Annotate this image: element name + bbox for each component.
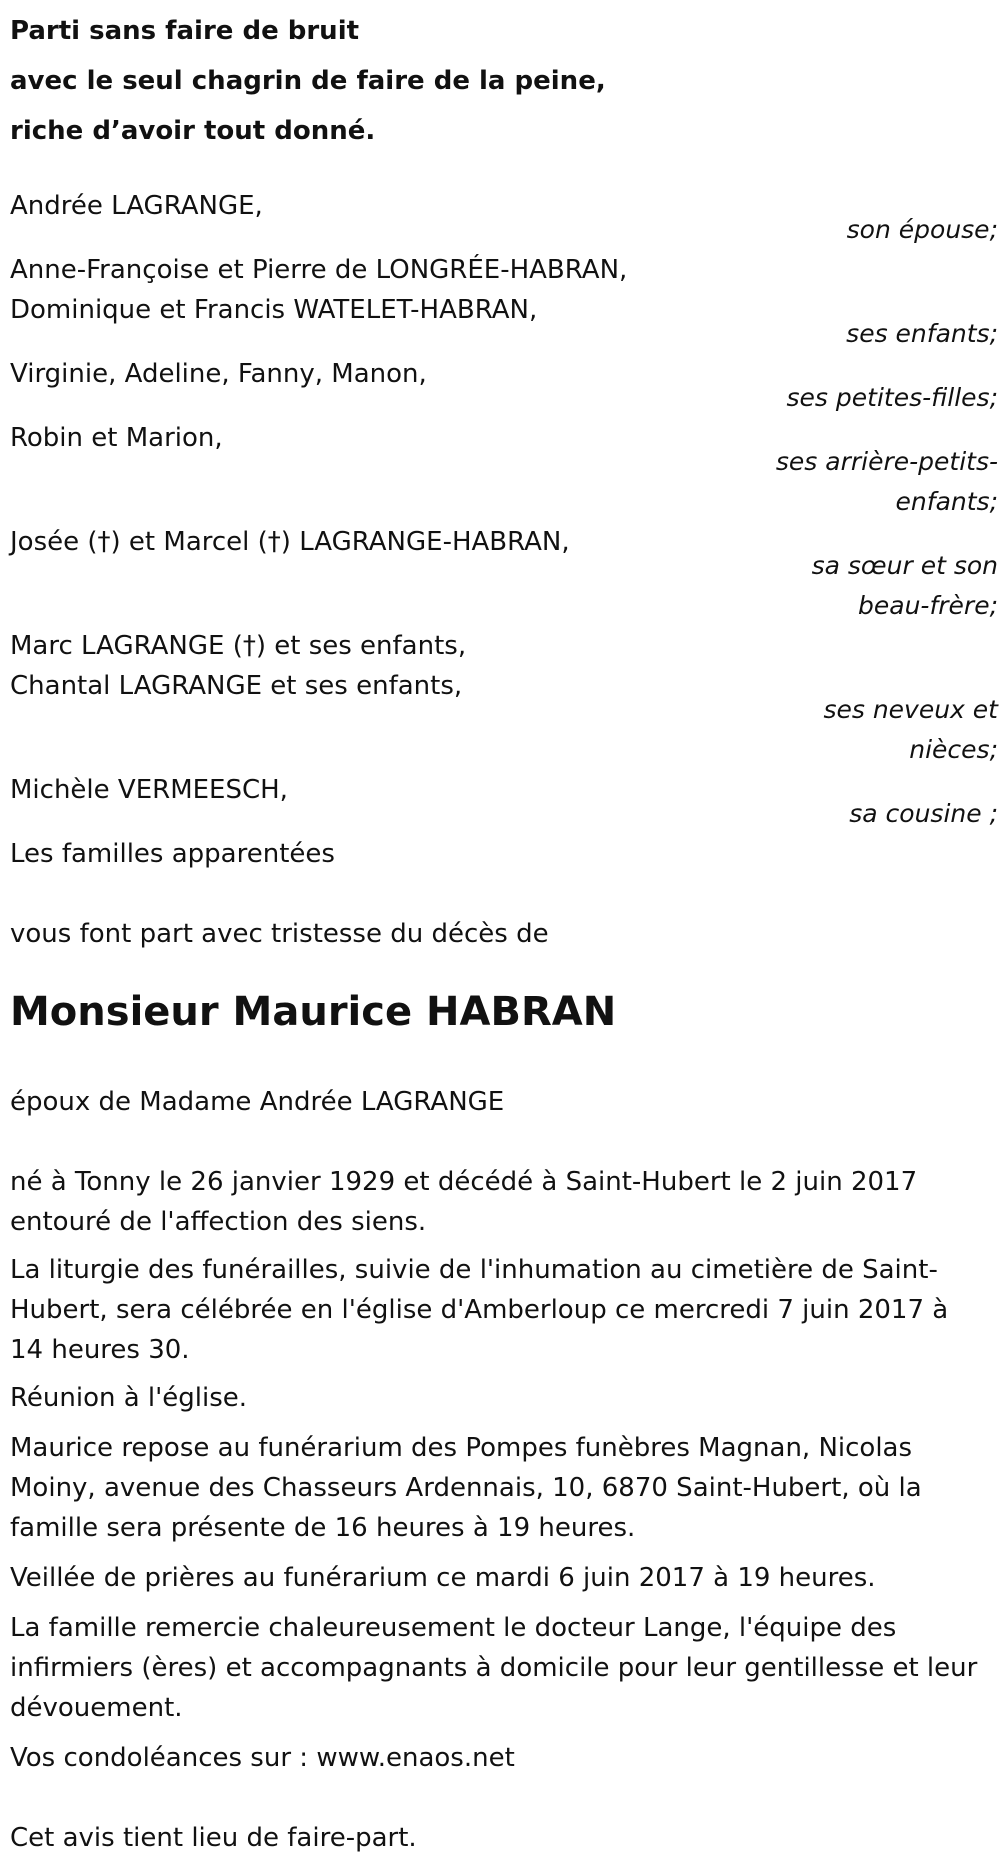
family-relation-spouse: son épouse; [846,215,998,244]
family-relation-greatgrandchildren: enfants; [895,487,998,516]
family-relation-sister: beau-frère; [858,591,998,620]
family-name-cousin: Michèle VERMEESCH, [10,775,288,805]
meeting-paragraph: Réunion à l'église. [10,1383,248,1413]
family-name-granddaughters: Virginie, Adeline, Fanny, Manon, [10,359,427,389]
notice-paragraph: Cet avis tient lieu de faire-part. [10,1823,417,1853]
family-name-sister: Josée (†) et Marcel (†) LAGRANGE-HABRAN, [10,527,570,557]
family-others: Les familles apparentées [10,839,335,869]
opening-poem [10,6,710,156]
family-relation-greatgrandchildren: ses arrière-petits- [775,447,998,476]
family-name-nephew: Marc LAGRANGE (†) et ses enfants, [10,631,467,661]
birth-death-paragraph: né à Tonny le 26 janvier 1929 et décédé à Saint-Hubert le 2 juin 2017 entouré de l'affection des siens. [10,1167,918,1237]
announcement-text: vous font part avec tristesse du décès de [10,919,549,949]
spouse-of-text: époux de Madame Andrée LAGRANGE [10,1087,505,1117]
repose-paragraph: Maurice repose au funérarium des Pompes funèbres Magnan, Nicolas Moiny, avenue des Chasseurs Ardennais, 10, 6870 Saint-Hubert, où la famille sera présente de 16 heures à 19 heures. [10,1433,922,1543]
family-name-child: Anne-Françoise et Pierre de LONGRÉE-HABRAN, [10,255,628,285]
thanks-paragraph: La famille remercie chaleureusement le docteur Lange, l'équipe des infirmiers (ères) et accompagnants à domicile pour leur gentillesse et leur dévouement. [10,1613,978,1723]
family-relation-cousin: sa cousine ; [849,799,998,828]
condolences-paragraph: Vos condoléances sur : www.enaos.net [10,1743,515,1773]
obituary-notice [10,0,1000,1866]
family-name-child: Dominique et Francis WATELET-HABRAN, [10,295,538,325]
family-relation-granddaughters: ses petites-filles; [786,383,998,412]
family-relation-nephews: nièces; [909,735,998,764]
poem-line: riche d’avoir tout donné. [10,116,376,146]
family-relation-nephews: ses neveux et [823,695,998,724]
deceased-name: Monsieur Maurice HABRAN [10,989,617,1035]
liturgy-paragraph: La liturgie des funérailles, suivie de l'inhumation au cimetière de Saint-Hubert, sera célébrée en l'église d'Amberloup ce mercredi 7 juin 2017 à 14 heures 30. [10,1255,949,1365]
vigil-paragraph: Veillée de prières au funérarium ce mardi 6 juin 2017 à 19 heures. [10,1563,876,1593]
family-relation-children: ses enfants; [846,319,998,348]
family-relation-sister: sa sœur et son [811,551,998,580]
poem-line: Parti sans faire de bruit [10,16,360,46]
family-name-greatgrandchildren: Robin et Marion, [10,423,223,453]
family-name-nephew: Chantal LAGRANGE et ses enfants, [10,671,463,701]
poem-line: avec le seul chagrin de faire de la peine, [10,66,606,96]
family-name-spouse: Andrée LAGRANGE, [10,191,263,221]
